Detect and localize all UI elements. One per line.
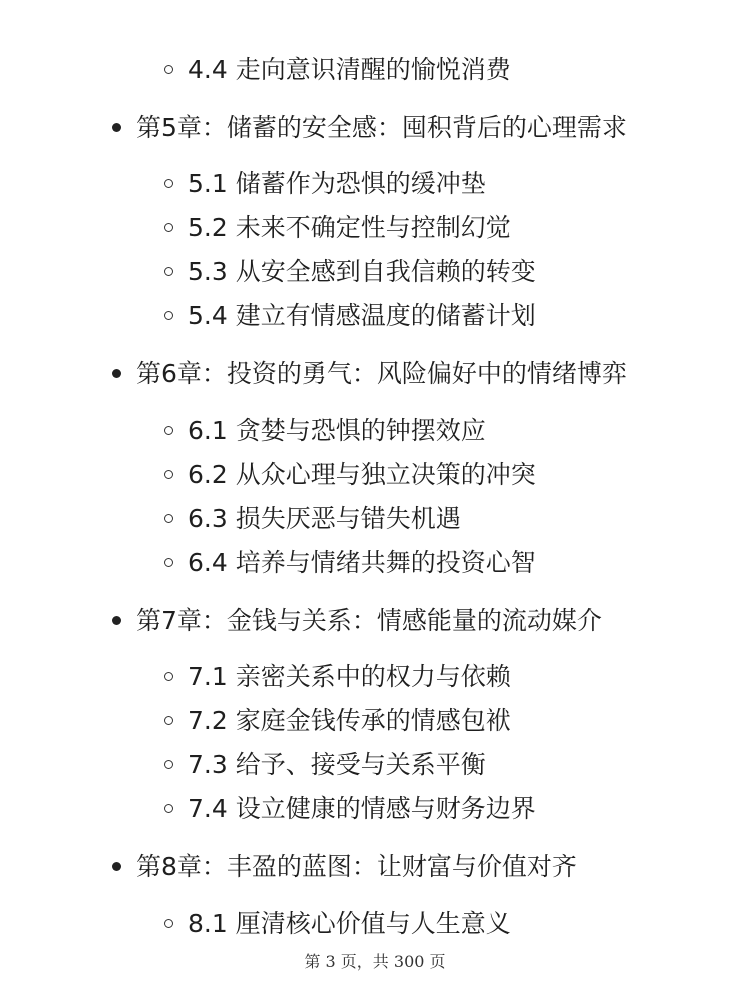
toc-section-item [0, 543, 750, 583]
toc-section-label: 5.1 储蓄作为恐惧的缓冲垫 [188, 169, 486, 198]
hollow-bullet-icon [164, 65, 173, 74]
toc-section-label: 5.4 建立有情感温度的储蓄计划 [188, 301, 536, 330]
toc-section-item [0, 657, 750, 697]
toc-section-item [0, 789, 750, 829]
toc-section-item [0, 411, 750, 451]
toc-section-item [0, 455, 750, 495]
solid-bullet-icon [112, 616, 121, 625]
toc-section-label: 4.4 走向意识清醒的愉悦消费 [188, 55, 511, 84]
toc-section-item [0, 164, 750, 204]
toc-chapter-label: 第7章：金钱与关系：情感能量的流动媒介 [136, 606, 602, 635]
toc-section-label: 7.2 家庭金钱传承的情感包袱 [188, 706, 511, 735]
hollow-bullet-icon [164, 514, 173, 523]
toc-section-label: 6.3 损失厌恶与错失机遇 [188, 504, 461, 533]
hollow-bullet-icon [164, 426, 173, 435]
toc-section-label: 7.4 设立健康的情感与财务边界 [188, 794, 536, 823]
toc-section-item [0, 296, 750, 336]
hollow-bullet-icon [164, 760, 173, 769]
solid-bullet-icon [112, 862, 121, 871]
toc-chapter-item [0, 108, 750, 148]
hollow-bullet-icon [164, 223, 173, 232]
toc-chapter-label: 第8章：丰盈的蓝图：让财富与价值对齐 [136, 852, 577, 881]
toc-section-label: 6.1 贪婪与恐惧的钟摆效应 [188, 416, 486, 445]
toc-section-label: 6.2 从众心理与独立决策的冲突 [188, 460, 536, 489]
toc-section-label: 7.3 给予、接受与关系平衡 [188, 750, 486, 779]
toc-section-label: 5.3 从安全感到自我信赖的转变 [188, 257, 536, 286]
toc-section-label: 5.2 未来不确定性与控制幻觉 [188, 213, 511, 242]
toc-chapter-item [0, 601, 750, 641]
toc-section-label: 8.1 厘清核心价值与人生意义 [188, 909, 511, 938]
hollow-bullet-icon [164, 267, 173, 276]
hollow-bullet-icon [164, 919, 173, 928]
toc-section-item [0, 208, 750, 248]
hollow-bullet-icon [164, 716, 173, 725]
hollow-bullet-icon [164, 470, 173, 479]
hollow-bullet-icon [164, 558, 173, 567]
hollow-bullet-icon [164, 672, 173, 681]
solid-bullet-icon [112, 123, 121, 132]
toc-section-label: 6.4 培养与情绪共舞的投资心智 [188, 548, 536, 577]
toc-section-item [0, 745, 750, 785]
page-number-footer: 第 3 页，共 300 页 [304, 952, 446, 971]
solid-bullet-icon [112, 369, 121, 378]
toc-chapter-label: 第6章：投资的勇气：风险偏好中的情绪博弈 [136, 359, 627, 388]
toc-section-item [0, 50, 750, 90]
toc-section-item [0, 499, 750, 539]
toc-chapter-item [0, 847, 750, 887]
toc-chapter-item [0, 354, 750, 394]
hollow-bullet-icon [164, 804, 173, 813]
toc-chapter-label: 第5章：储蓄的安全感：囤积背后的心理需求 [136, 113, 627, 142]
toc-section-item [0, 904, 750, 944]
hollow-bullet-icon [164, 179, 173, 188]
hollow-bullet-icon [164, 311, 173, 320]
toc-section-label: 7.1 亲密关系中的权力与依赖 [188, 662, 511, 691]
toc-section-item [0, 701, 750, 741]
toc-section-item [0, 252, 750, 292]
